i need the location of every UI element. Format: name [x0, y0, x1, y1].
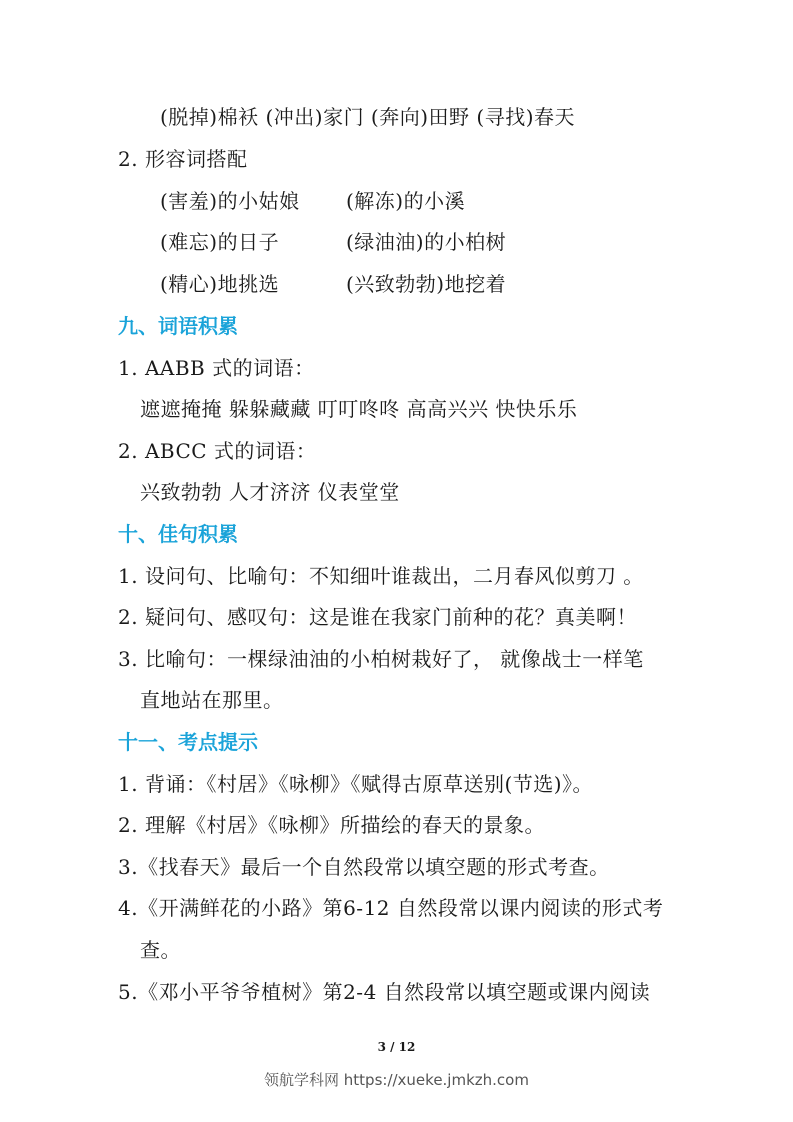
footer-watermark: 领航学科网 https://xueke.jmkzh.com: [264, 1071, 529, 1089]
line-text: 3. 比喻句：一棵绿油油的小柏树栽好了， 就像战士一样笔: [118, 647, 644, 671]
phrase: (难忘)的日子: [160, 230, 280, 254]
phrase: (兴致勃勃)地挖着: [346, 272, 507, 296]
line-text: 2. 疑问句、感叹句：这是谁在我家门前种的花？真美啊！: [118, 605, 637, 629]
phrase: (精心)地挑选: [160, 272, 280, 296]
section-heading: 十一、考点提示: [118, 730, 258, 754]
line-text: (脱掉)棉袄 (冲出)家门 (奔向)田野 (寻找)春天: [160, 105, 575, 129]
section-item-title: 1. AABB 式的词语：: [118, 356, 315, 380]
line-text: 2. 理解《村居》《咏柳》所描绘的春天的景象。: [118, 813, 545, 837]
phrase: (害羞)的小姑娘: [160, 189, 300, 213]
line-text: 直地站在那里。: [140, 688, 284, 712]
line-text: 3.《找春天》最后一个自然段常以填空题的形式考查。: [118, 855, 610, 879]
line-text: 4.《开满鲜花的小路》第6-12 自然段常以课内阅读的形式考: [118, 896, 664, 920]
line-text: 兴致勃勃 人才济济 仪表堂堂: [140, 480, 400, 504]
section-heading: 十、佳句积累: [118, 522, 238, 546]
phrase: (解冻)的小溪: [346, 189, 466, 213]
line-text: 1. 设问句、比喻句：不知细叶谁裁出，二月春风似剪刀 。: [118, 564, 644, 588]
line-text: 1. 背诵：《村居》《咏柳》《赋得古原草送别(节选)》。: [118, 772, 594, 796]
page-number: 3 / 12: [377, 1040, 416, 1054]
section-item-title: 2. 形容词搭配: [118, 147, 248, 171]
line-text: 查。: [140, 938, 181, 962]
line-text: 遮遮掩掩 躲躲藏藏 叮叮咚咚 高高兴兴 快快乐乐: [140, 397, 578, 421]
phrase: (绿油油)的小柏树: [346, 230, 507, 254]
section-heading: 九、词语积累: [118, 314, 238, 338]
line-text: 5.《邓小平爷爷植树》第2-4 自然段常以填空题或课内阅读: [118, 980, 651, 1004]
section-item-title: 2. ABCC 式的词语：: [118, 439, 317, 463]
